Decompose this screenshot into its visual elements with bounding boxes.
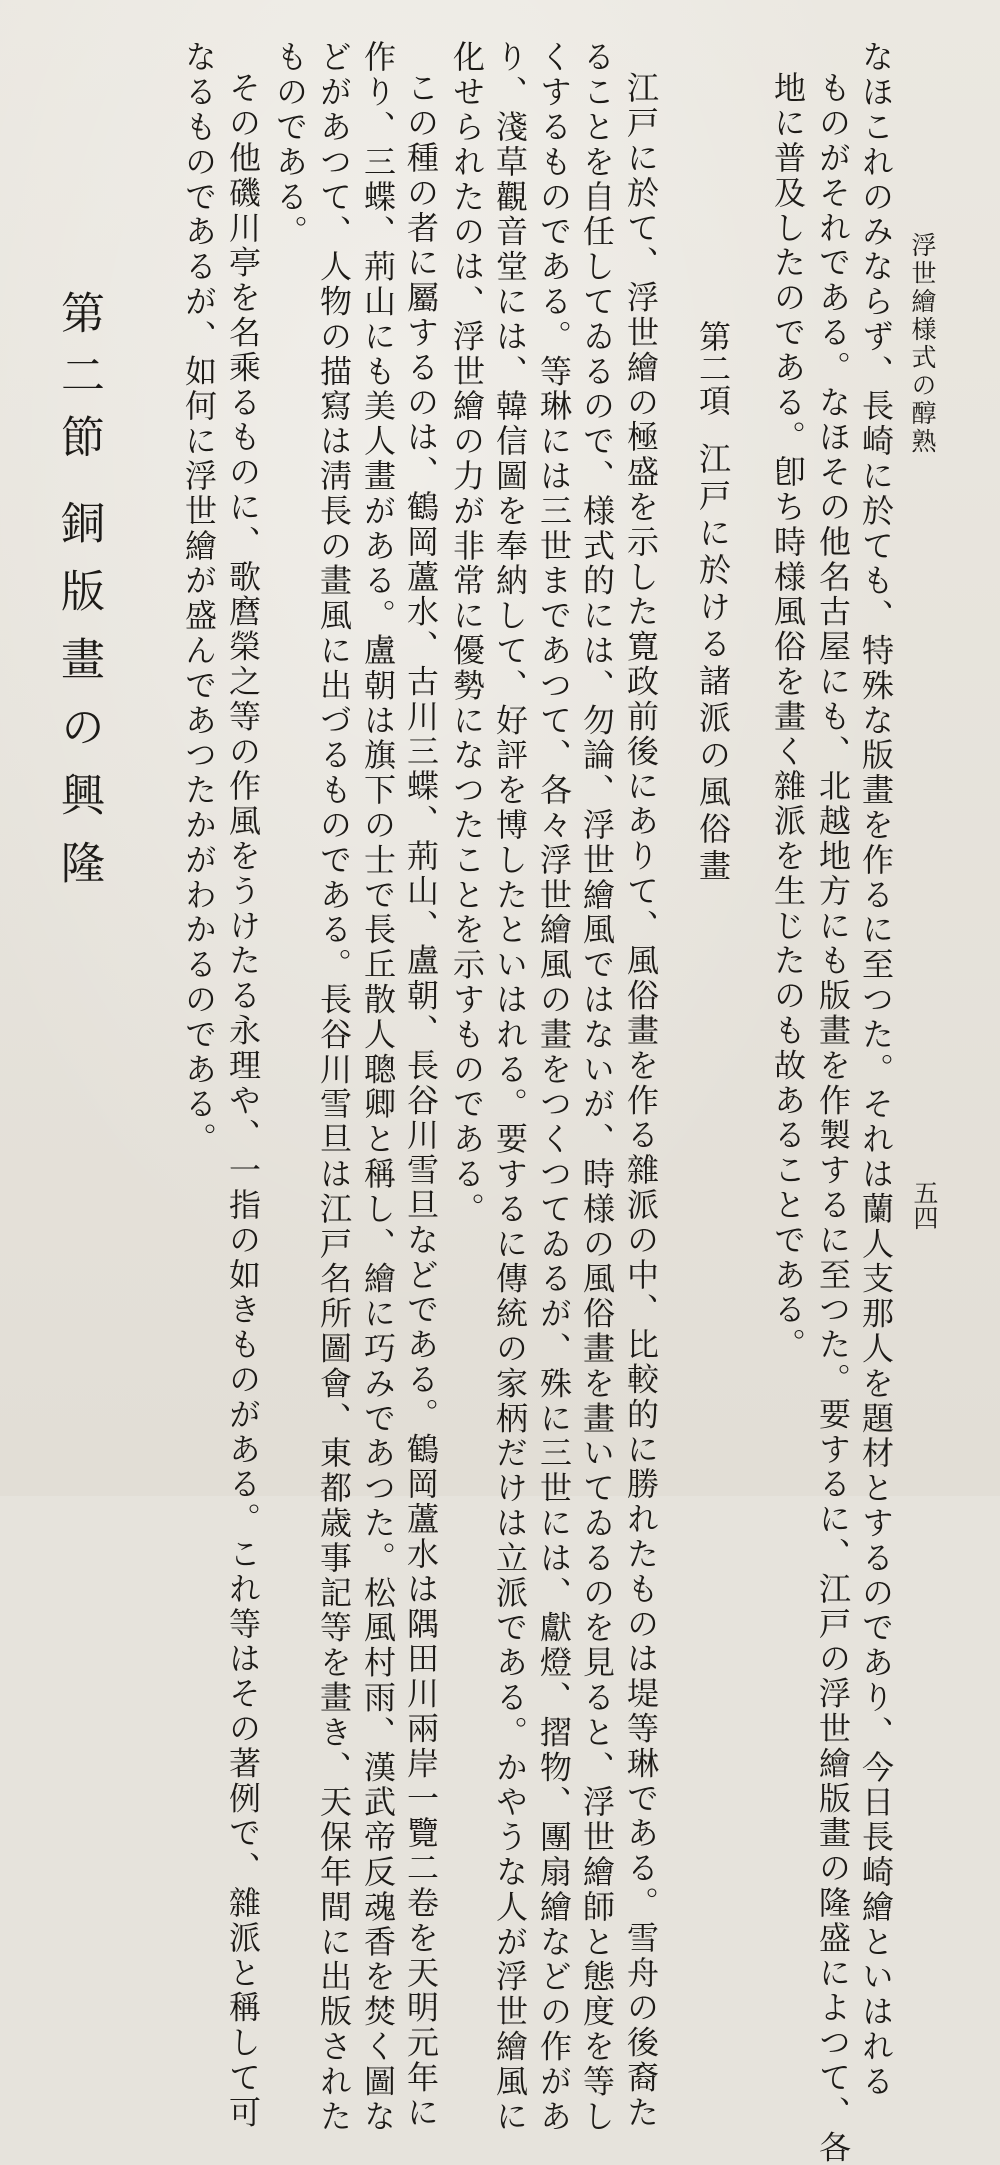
text-column: くするものである。等琳には三世まであつて、各々浮世繪風の畫をつくつてゐるが、殊に三世には、獻燈、摺物、團扇繪などの作があ (535, 40, 573, 2134)
section-title-char: の (53, 704, 104, 748)
subsection-number: 第二項 (694, 320, 732, 416)
text-column: どがあつて、人物の描寫は淸長の畫風に出づるものである。長谷川雪旦は江戸名所圖會、東都歳事記等を畫き、天保年間に出版された (315, 40, 353, 2134)
subsection-title: 江戸に於ける諸派の風俗畫 (694, 442, 732, 886)
running-head: 浮世繪様式の醇熟 (908, 232, 937, 456)
section-heading (53, 290, 104, 884)
text-column: 化せられたのは、浮世繪の力が非常に優勢になつたことを示すものである。 (448, 40, 486, 1227)
text-column: ることを自任してゐるので、様式的には、勿論、浮世繪風ではないが、時様の風俗畫を畫いてゐるのを見ると、浮世繪師と態度を等し (578, 40, 616, 2134)
text-column: なるものであるが、如何に浮世繪が盛んであつたかがわかるのである。 (180, 40, 218, 1157)
section-title-char: 興 (53, 772, 104, 816)
section-number: 第二節 (53, 290, 104, 476)
text-column: ものである。 (271, 40, 309, 250)
section-title-char: 畫 (53, 636, 104, 680)
section-title-char: 版 (53, 568, 104, 612)
text-column: り、淺草觀音堂には、韓信圖を奉納して、好評を博したといはれる。要するに傳統の家柄だけは立派である。かやうな人が浮世繪風に (491, 40, 529, 2134)
section-title-char: 隆 (53, 840, 104, 884)
text-column: 作り、三蝶、荊山にも美人畫がある。盧朝は旗下の士で長丘散人聰卿と稱し、繪に巧みであつた。松風村雨、漢武帝反魂香を焚く圖な (359, 40, 397, 2134)
text-column: 江戸に於て、浮世繪の極盛を示した寛政前後にありて、風俗畫を作る雜派の中、比較的に勝れたものは堤等琳である。雪舟の後裔た (622, 71, 660, 2131)
text-column: 地に普及したのである。卽ち時様風俗を畫く雜派を生じたのも故あることである。 (769, 71, 807, 1363)
text-column: なほこれのみならず、長崎に於ても、特殊な版畫を作るに至つた。それは蘭人支那人を題材とするのであり、今日長崎繪といはれる (857, 40, 895, 2100)
text-column: この種の者に屬するのは、鶴岡蘆水、古川三蝶、荊山、盧朝、長谷川雪旦などである。鶴岡蘆水は隅田川兩岸一覽二卷を天明元年に (402, 71, 440, 2131)
section-title-char: 銅 (53, 500, 104, 544)
text-column: その他磯川亭を名乘るものに、歌麿榮之等の作風をうけたる永理や、一指の如きものがある。これ等はその著例で、雜派と稱して可 (224, 71, 262, 2131)
page-number: 五四 (910, 1180, 939, 1230)
text-column: ものがそれである。なほその他名古屋にも、北越地方にも版畫を作製するに至つた。要するに、江戸の浮世繪版畫の隆盛によつて、各 (814, 71, 852, 2165)
subsection-heading (694, 320, 732, 886)
